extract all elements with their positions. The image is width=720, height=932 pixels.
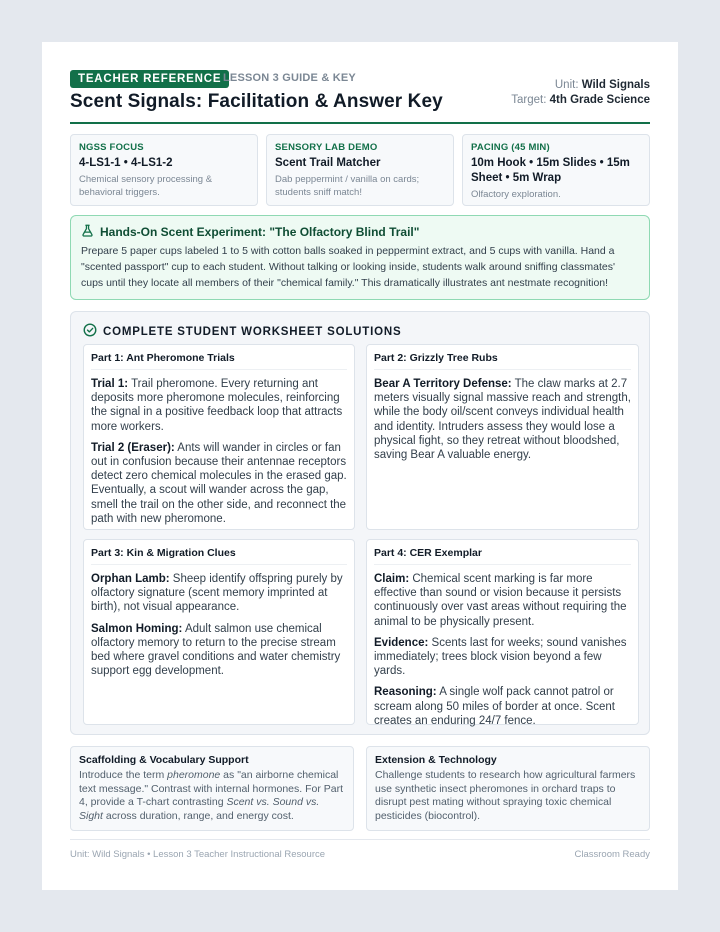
card-label: PACING (45 MIN) bbox=[471, 142, 550, 153]
info-cards bbox=[70, 134, 650, 206]
part-4-card bbox=[366, 539, 639, 725]
answer-label: Bear A Territory Defense: bbox=[374, 378, 512, 390]
answer-item bbox=[374, 636, 631, 679]
scaffolding-term: pheromone bbox=[167, 769, 221, 781]
target-value: 4th Grade Science bbox=[549, 94, 650, 106]
scaffolding-text-2: as "an airborne chemical text message." Contrast with internal hormones. For Part 4, provide a T-chart contrasting bbox=[79, 769, 344, 808]
card-label: NGSS FOCUS bbox=[79, 142, 144, 153]
answer-label: Trial 2 (Eraser): bbox=[91, 441, 175, 454]
scaffolding-title: Scaffolding & Vocabulary Support bbox=[79, 754, 249, 766]
answer-text: Trail pheromone. Every returning ant deposits more pheromone molecules, reinforcing the signal in a positive feedback loop that attracts more workers. bbox=[91, 378, 343, 433]
header bbox=[70, 70, 650, 126]
answer-item bbox=[91, 622, 347, 679]
card-value: 10m Hook • 15m Slides • 15m Sheet • 5m Wrap bbox=[471, 157, 630, 184]
answer-item bbox=[374, 685, 631, 728]
answer-label: Claim: bbox=[374, 573, 410, 585]
card-label: SENSORY LAB DEMO bbox=[275, 142, 378, 153]
answer-text: Adult salmon use chemical olfactory memory to return to the precise stream bed where gravel conditions and water chemistry support egg development. bbox=[91, 622, 341, 678]
unit-label: Unit: bbox=[554, 79, 579, 91]
extension-box bbox=[366, 746, 650, 831]
part-title: Part 3: Kin & Migration Clues bbox=[91, 547, 347, 565]
page bbox=[42, 42, 678, 890]
answer-item bbox=[91, 377, 347, 434]
answer-label: Reasoning: bbox=[374, 686, 437, 699]
card-description: Olfactory exploration. bbox=[471, 189, 561, 200]
card-ngss-focus bbox=[70, 134, 258, 206]
footer-left: Unit: Wild Signals • Lesson 3 Teacher Instructional Resource bbox=[70, 849, 326, 860]
answer-text: A single wolf pack cannot patrol or scream along 50 miles of border at once. Scent creates an enduring 24/7 fence. bbox=[374, 686, 615, 727]
solutions-heading-row bbox=[83, 323, 401, 340]
card-value: 4-LS1-1 • 4-LS1-2 bbox=[79, 157, 173, 169]
scaffolding-text-3: across duration, range, and energy cost. bbox=[102, 809, 294, 822]
part-2-card bbox=[366, 344, 639, 530]
answer-text: Sheep identify offspring purely by olfactory signature (scent memory imprinted at birth), not visual appearance. bbox=[91, 573, 343, 614]
scaffolding-text-1: Introduce the term bbox=[79, 769, 168, 781]
answer-item bbox=[374, 377, 631, 462]
part-title: Part 4: CER Exemplar bbox=[374, 547, 631, 565]
answer-item bbox=[374, 572, 631, 629]
card-value: Scent Trail Matcher bbox=[275, 157, 381, 169]
page-title: Scent Signals: Facilitation & Answer Key bbox=[70, 91, 443, 112]
footer-right: Classroom Ready bbox=[574, 849, 650, 860]
card-pacing bbox=[462, 134, 650, 206]
card-description: Dab peppermint / vanilla on cards; students sniff match! bbox=[275, 174, 420, 198]
extension-title: Extension & Technology bbox=[375, 754, 497, 766]
answer-text: Scents last for weeks; sound vanishes immediately; trees block vision beyond a few yards. bbox=[374, 636, 627, 678]
card-description: Chemical sensory processing & behavioral triggers. bbox=[79, 174, 213, 198]
check-circle-icon bbox=[83, 323, 97, 340]
answer-item bbox=[91, 441, 347, 526]
footer-divider bbox=[70, 839, 650, 840]
header-meta bbox=[511, 78, 650, 108]
part-1-card bbox=[83, 344, 355, 530]
solutions-heading: COMPLETE STUDENT WORKSHEET SOLUTIONS bbox=[103, 325, 402, 338]
experiment-callout bbox=[70, 215, 650, 300]
lesson-tag: LESSON 3 GUIDE & KEY bbox=[223, 72, 356, 84]
part-3-card bbox=[83, 539, 355, 725]
header-divider bbox=[70, 122, 650, 124]
answer-label: Evidence: bbox=[374, 636, 429, 649]
answer-text: The claw marks at 2.7 meters visually signal massive reach and strength, while the body oil/scent conveys individual health and identity. Intruders assess they would lose a physical fight, so they retreat without bloodshed, saving Bear A valuable energy. bbox=[374, 378, 631, 462]
teacher-reference-badge: TEACHER REFERENCE bbox=[70, 70, 229, 88]
scaffolding-tchart: Scent vs. Sound vs. Sight bbox=[79, 796, 320, 822]
target-line bbox=[511, 93, 650, 108]
callout-body: Prepare 5 paper cups labeled 1 to 5 with cotton balls soaked in peppermint extract, and 5 cups with vanilla. Hand a "scented passport" cup to each student. Without talking or looking inside, students walk around sniffing classmates' cups until they locate all members of their "chemical family." This dramatically illustrates ant nestmate recognition! bbox=[81, 245, 615, 289]
flask-icon bbox=[81, 224, 94, 240]
unit-value: Wild Signals bbox=[581, 79, 650, 91]
target-label: Target: bbox=[511, 94, 547, 106]
worksheet-solutions bbox=[70, 311, 650, 735]
callout-title-row bbox=[81, 224, 639, 240]
part-title: Part 1: Ant Pheromone Trials bbox=[91, 352, 347, 370]
extension-body: Challenge students to research how agricultural farmers use synthetic insect pheromones in orchard traps to disrupt pest mating without spraying toxic chemical pesticides (biocontrol). bbox=[375, 769, 636, 822]
scaffolding-body bbox=[79, 769, 345, 823]
answer-text: Chemical scent marking is far more effective than sound or vision because it persists continuously over vast areas without requiring the animal to be physically present. bbox=[374, 573, 627, 628]
unit-line bbox=[511, 78, 650, 93]
card-sensory-lab-demo bbox=[266, 134, 454, 206]
callout-title: Hands-On Scent Experiment: "The Olfactory Blind Trail" bbox=[100, 225, 420, 239]
answer-label: Salmon Homing: bbox=[91, 622, 183, 635]
scaffolding-box bbox=[70, 746, 354, 831]
part-title: Part 2: Grizzly Tree Rubs bbox=[374, 352, 631, 370]
answer-item bbox=[91, 572, 347, 615]
answer-label: Orphan Lamb: bbox=[91, 573, 170, 585]
answer-text: Ants will wander in circles or fan out in confusion because their antennae receptors detect zero chemical molecules in the erased gap. Eventually, a scout will wander across the gap, smell the trail on the other side, and reconnect the path with new pheromone. bbox=[91, 441, 347, 525]
answer-label: Trial 1: bbox=[91, 378, 129, 390]
